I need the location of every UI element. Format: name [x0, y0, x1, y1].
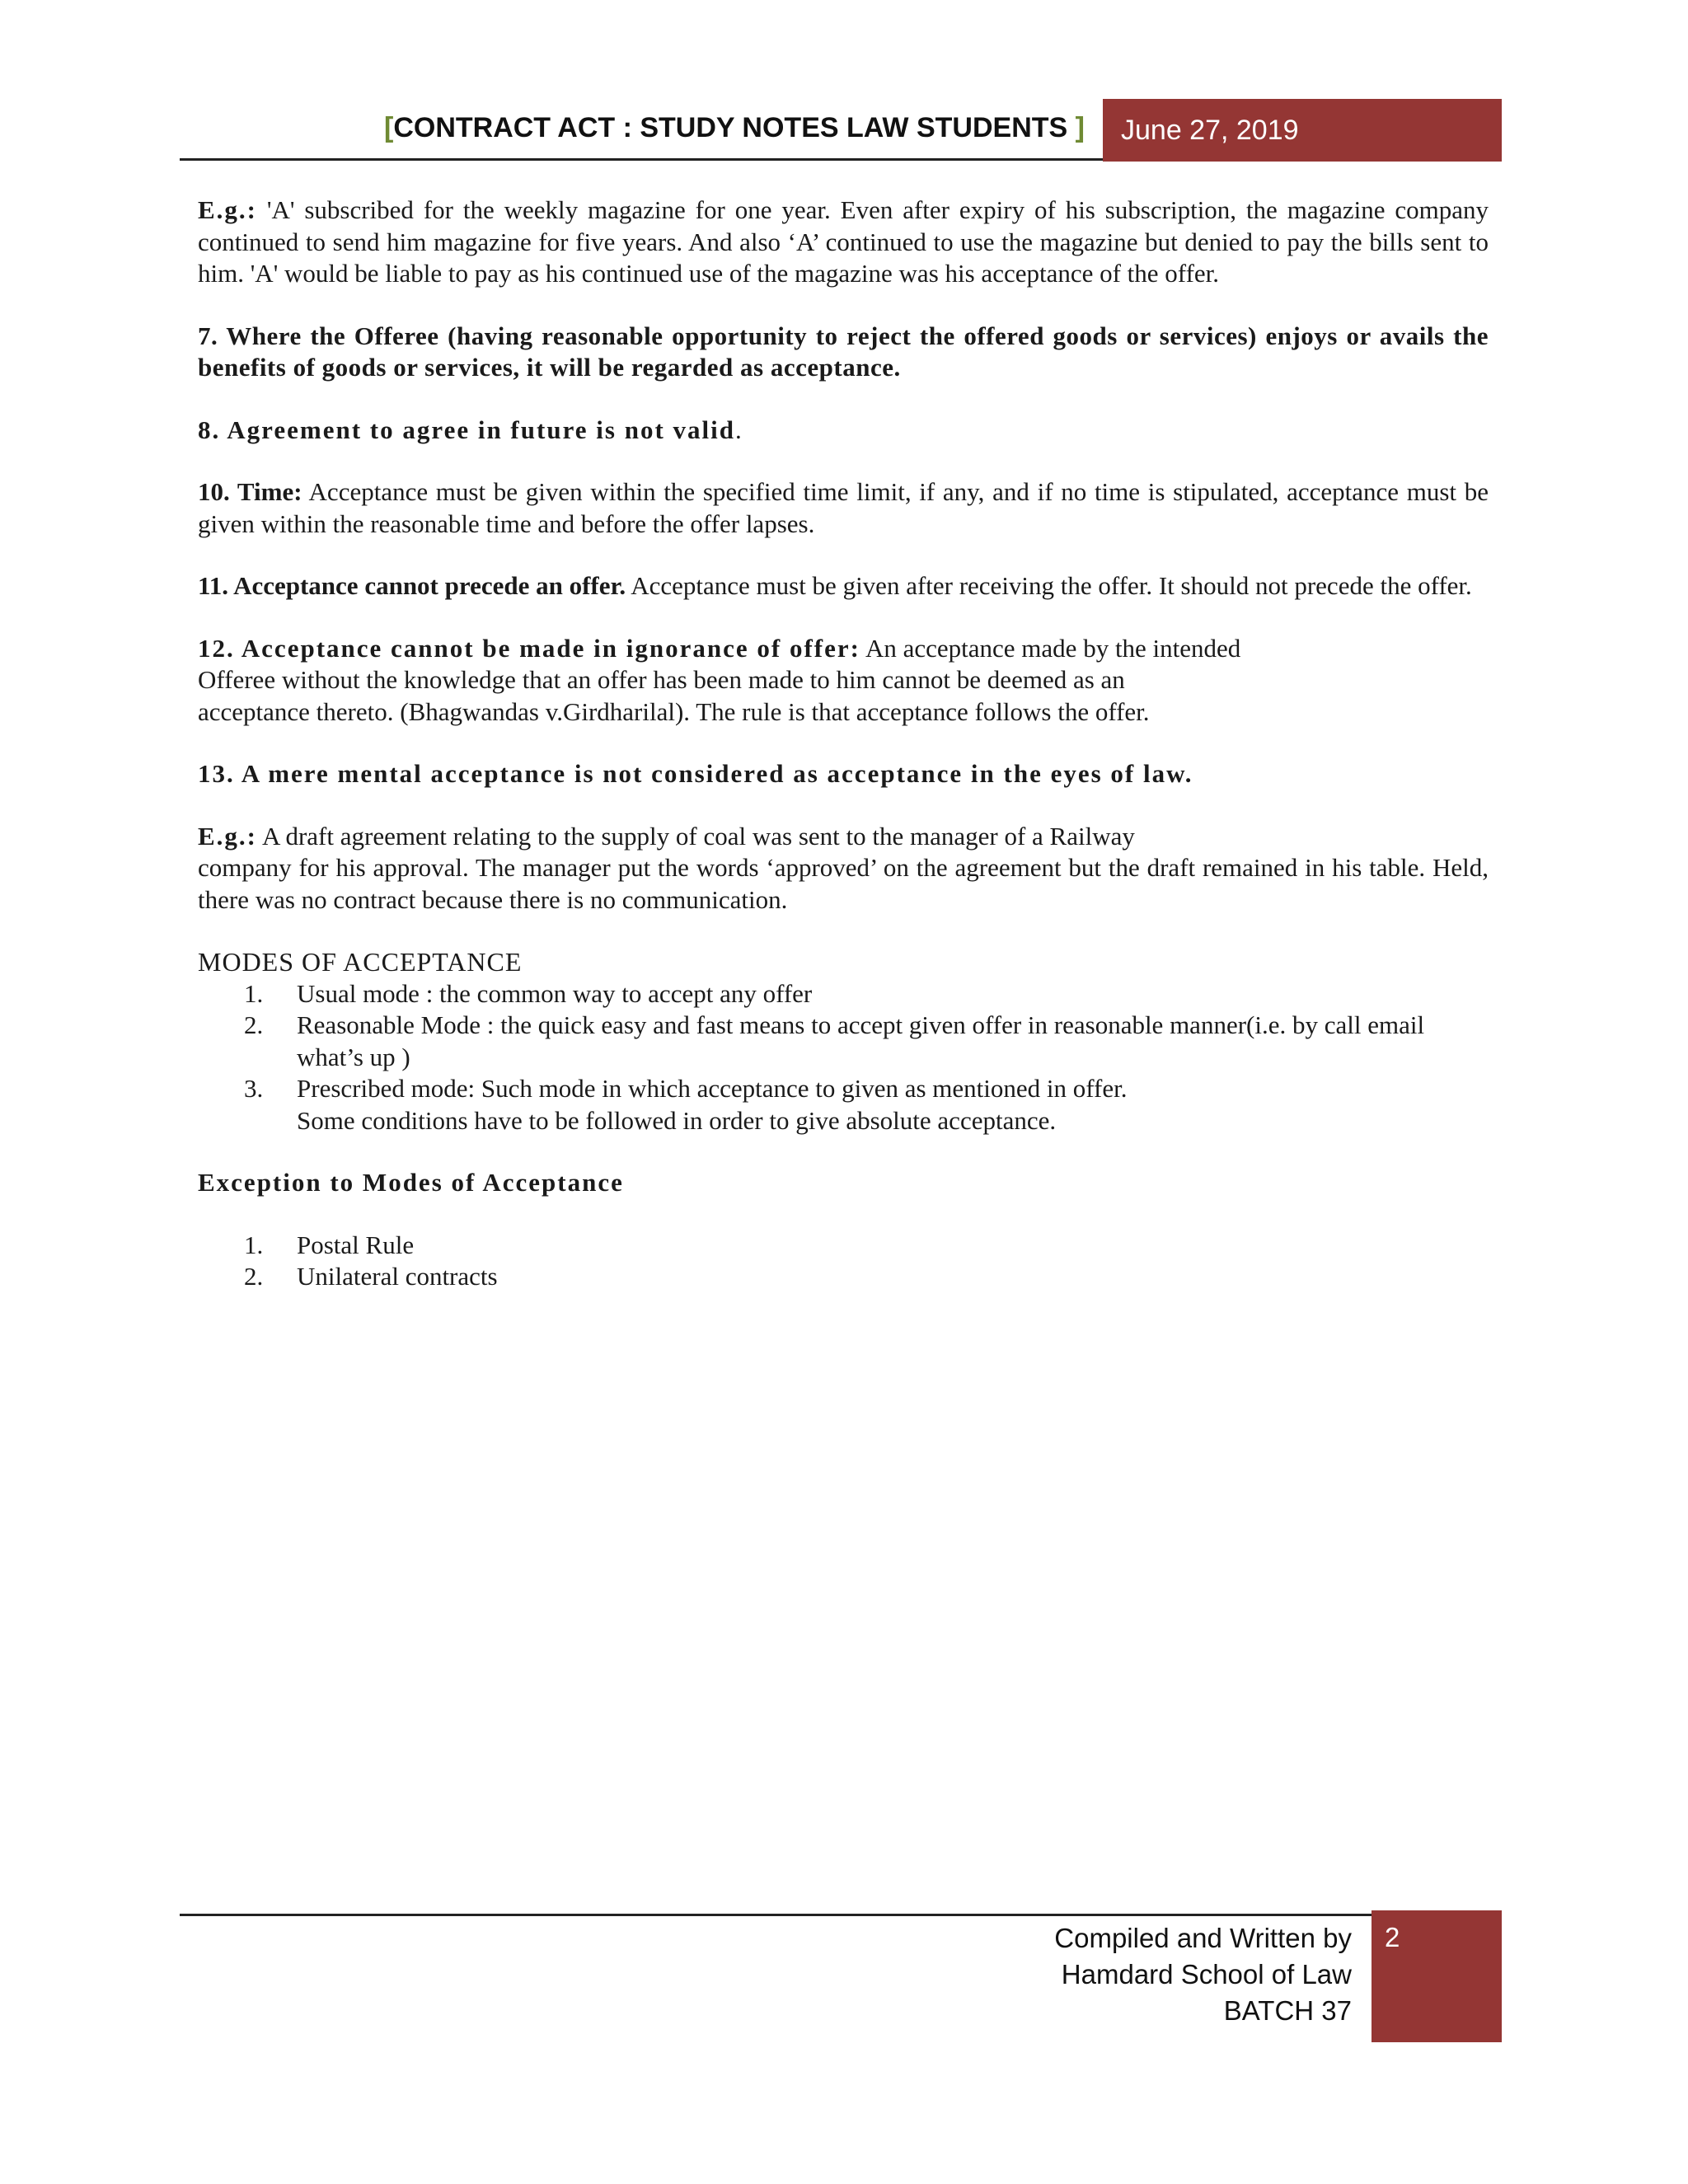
- list-item: 1. Usual mode : the common way to accept any offer: [244, 978, 813, 1008]
- list-item: 3. Prescribed mode: Such mode in which acceptance to given as mentioned in offer.: [244, 1074, 1128, 1103]
- point-11-text: Acceptance must be given after receiving the offer. It should not precede the offer.: [626, 571, 1472, 600]
- point-12-line3: acceptance thereto. (Bhagwandas v.Girdharilal). The rule is that acceptance follows the offer.: [198, 696, 1150, 726]
- header-date-box: [1103, 99, 1502, 162]
- footer-line-1: Compiled and Written by: [1054, 1923, 1352, 1953]
- eg2-label: E.g.:: [198, 821, 257, 851]
- point-10-label: 10. Time:: [198, 477, 302, 506]
- modes-heading: MODES OF ACCEPTANCE: [198, 947, 523, 977]
- footer-credits: [907, 1920, 1352, 2029]
- document-title: CONTRACT ACT : STUDY NOTES LAW STUDENTS: [393, 112, 1068, 143]
- point-7: 7. Where the Offeree (having reasonable opportunity to reject the offered goods or services) enjoys or avails the benefits of goods or services, it will be regarded as acceptance.: [198, 321, 1489, 382]
- modes-note: Some conditions have to be followed in order to give absolute acceptance.: [297, 1105, 1057, 1135]
- example-railway: [198, 821, 1489, 916]
- point-12: [198, 633, 1489, 729]
- bracket-close: ]: [1075, 112, 1085, 143]
- page-content: [198, 194, 1489, 1293]
- page-number: 2: [1385, 1922, 1400, 1952]
- modes-list: [198, 978, 1489, 1137]
- list-item: 2. Unilateral contracts: [244, 1262, 498, 1291]
- point-11-label: 11. Acceptance cannot precede an offer.: [198, 571, 626, 600]
- point-8-text: 8. Agreement to agree in future is not valid: [198, 415, 735, 444]
- exceptions-list: [198, 1230, 1489, 1293]
- point-13: 13. A mere mental acceptance is not considered as acceptance in the eyes of law.: [198, 759, 1193, 788]
- footer-line-3: BATCH 37: [1223, 1995, 1352, 2026]
- point-12-label: 12. Acceptance cannot be made in ignorance of offer:: [198, 633, 860, 663]
- point-12-line1: An acceptance made by the intended: [860, 633, 1241, 663]
- point-12-line2: Offeree without the knowledge that an offer has been made to him cannot be deemed as an: [198, 665, 1125, 694]
- point-8: [198, 415, 1489, 447]
- example-magazine: [198, 194, 1489, 290]
- footer-rule: [180, 1914, 1372, 1916]
- header-title: [0, 112, 1085, 144]
- eg2-line1: A draft agreement relating to the supply of coal was sent to the manager of a Railway: [257, 821, 1135, 851]
- footer-line-2: Hamdard School of Law: [1061, 1959, 1352, 1990]
- list-item: 1. Postal Rule: [244, 1230, 415, 1259]
- point-10: [198, 476, 1489, 540]
- header-date: June 27, 2019: [1121, 115, 1299, 146]
- exception-heading: Exception to Modes of Acceptance: [198, 1168, 624, 1197]
- header-rule: [180, 158, 1103, 161]
- eg-text: 'A' subscribed for the weekly magazine for one year. Even after expiry of his subscription, the magazine company continued to send him magazine for five years. And also ‘A’ continued to use the magazine but denied to pay the bills sent to him. 'A' would be liable to pay as his continued use of the magazine was his acceptance of the offer.: [198, 195, 1489, 288]
- page-number-box: [1372, 1910, 1502, 2042]
- list-item: 2. Reasonable Mode : the quick easy and fast means to accept given offer in reasonable manner(i.e. by call email what’s up ): [244, 1010, 1425, 1071]
- point-10-text: Acceptance must be given within the specified time limit, if any, and if no time is stipulated, acceptance must be given within the reasonable time and before the offer lapses.: [198, 477, 1489, 538]
- eg2-rest: company for his approval. The manager put the words ‘approved’ on the agreement but the draft remained in his table. Held, there was no contract because there is no communication.: [198, 853, 1489, 914]
- point-11: [198, 570, 1489, 602]
- bracket-open: [: [384, 112, 394, 143]
- point-8-end: .: [734, 415, 742, 444]
- eg-label: E.g.:: [198, 195, 257, 224]
